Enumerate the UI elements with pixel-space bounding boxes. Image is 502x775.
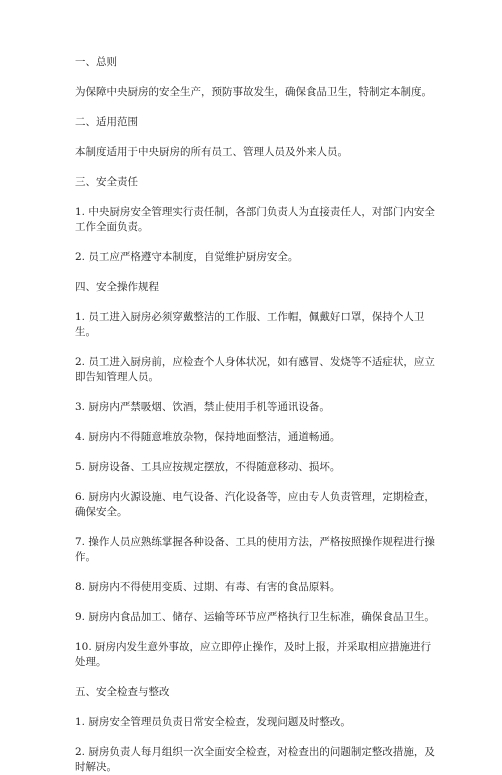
section-responsibility [75,175,440,265]
list-item: 2. 员工进入厨房前，应检查个人身体状况，如有感冒、发烧等不适症状，应立即告知管理人员。 [75,356,435,383]
list-item: 6. 厨房内火源设施、电气设备、汽化设备等，应由专人负责管理，定期检查，确保安全。 [75,491,435,518]
list-item: 4. 厨房内不得随意堆放杂物，保持地面整洁，通道畅通。 [75,431,341,443]
paragraph: 为保障中央厨房的安全生产，预防事故发生，确保食品卫生，特制定本制度。 [75,86,432,98]
list-item: 1. 中央厨房安全管理实行责任制，各部门负责人为直接责任人，对部门内安全工作全面负责。 [75,206,435,233]
list-item: 8. 厨房内不得使用变质、过期、有毒、有害的食品原料。 [75,581,341,593]
list-item: 7. 操作人员应熟练掌握各种设备、工具的使用方法，严格按照操作规程进行操作。 [75,536,435,563]
list-item: 3. 厨房内严禁吸烟、饮酒，禁止使用手机等通讯设备。 [75,401,330,413]
section-heading: 五、安全检查与整改 [75,686,170,698]
list-item: 1. 员工进入厨房必须穿戴整洁的工作服、工作帽，佩戴好口罩，保持个人卫生。 [75,311,425,338]
list-item: 5. 厨房设备、工具应按规定摆放，不得随意移动、损坏。 [75,461,341,473]
section-heading: 二、适用范围 [75,116,138,128]
list-item: 2. 厨房负责人每月组织一次全面安全检查，对检查出的问题制定整改措施，及时解决。 [75,746,435,773]
section-operating-rules [75,280,440,670]
list-item: 1. 厨房安全管理员负责日常安全检查，发现问题及时整改。 [75,716,351,728]
section-heading: 三、安全责任 [75,176,138,188]
section-heading: 一、总则 [75,56,117,68]
list-item: 9. 厨房内食品加工、储存、运输等环节应严格执行卫生标准，确保食品卫生。 [75,611,435,623]
section-scope [75,115,440,160]
section-general [75,55,440,100]
list-item: 10. 厨房内发生意外事故，应立即停止操作，及时上报，并采取相应措施进行处理。 [75,641,432,668]
section-inspection [75,685,440,775]
paragraph: 本制度适用于中央厨房的所有员工、管理人员及外来人员。 [75,146,348,158]
section-heading: 四、安全操作规程 [75,281,159,293]
list-item: 2. 员工应严格遵守本制度，自觉维护厨房安全。 [75,251,299,263]
